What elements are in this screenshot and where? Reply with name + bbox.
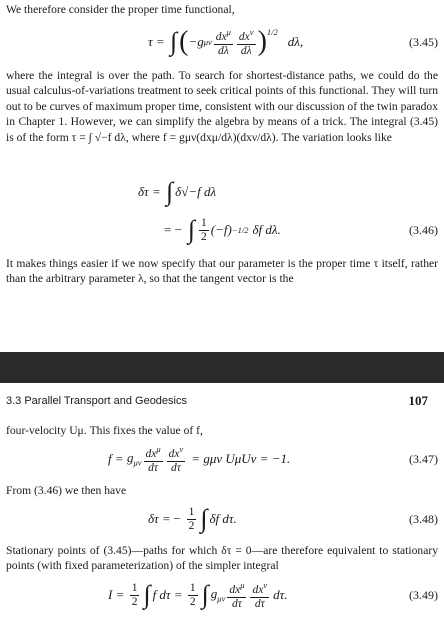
fraction-half: $\frac{1}{2}$ xyxy=(189,581,196,608)
page-gap xyxy=(0,352,444,383)
equation-number: (3.48) xyxy=(409,511,438,526)
metric-index: μν xyxy=(203,37,212,47)
fraction-dxmu xyxy=(214,26,233,58)
eq-mid: f dτ xyxy=(152,587,171,602)
fraction-dxmu: $\frac{dx^\mu}{d\tau}$ xyxy=(145,444,161,474)
eq-tail: dτ. xyxy=(273,587,288,602)
equation-3-48: δτ = − $\frac{1}{2}$ ∫ δf dτ. (3.48) xyxy=(0,499,444,539)
eq-body: (−f) xyxy=(210,222,232,237)
num: dx xyxy=(238,30,250,43)
fraction-dxnu xyxy=(237,26,256,58)
fraction-half: $\frac{1}{2}$ xyxy=(131,581,138,608)
equation-number: (3.47) xyxy=(409,451,438,466)
num: dx xyxy=(215,30,227,43)
eq-lhs: δτ xyxy=(138,184,149,199)
eq-tail: dλ, xyxy=(287,34,304,49)
fraction-half: $\frac{1}{2}$ xyxy=(188,505,195,532)
eq-lhs: I xyxy=(108,587,113,602)
equation-3-46-line-1: δτ = ∫ δ√−f dλ xyxy=(138,177,217,206)
fraction-dxnu: $\frac{dx^\nu}{d\tau}$ xyxy=(168,444,184,474)
den: dλ xyxy=(217,44,229,57)
sup: ν xyxy=(249,27,254,38)
fraction-dxnu: $\frac{dx^\nu}{d\tau}$ xyxy=(252,580,268,610)
equation-3-47: f = $g_{\mu\nu}$ $\frac{dx^\mu}{d\tau}$ $\frac{dx^\nu}{d\tau}$ = gμν UμUν = −1. (3.47) xyxy=(0,439,444,479)
fraction-dxmu: $\frac{dx^\mu}{d\tau}$ xyxy=(229,580,245,610)
intro-text: We therefore consider the proper time functional, xyxy=(6,3,235,16)
equation-number: (3.46) xyxy=(409,222,438,237)
sup: μ xyxy=(226,27,231,38)
eq-rhs: = gμν UμUν = −1. xyxy=(191,451,291,466)
equation-3-49: I = $\frac{1}{2}$ ∫ f dτ = $\frac{1}{2}$ ∫ $g_{\mu\nu}$ $\frac{dx^\mu}{d\tau}$ $\frac{dx^\nu}{d\tau}$ dτ. (3.49) xyxy=(0,575,444,615)
eq-tail: δf dτ. xyxy=(209,511,237,526)
den: dτ xyxy=(171,461,181,474)
eq-lhs: f xyxy=(108,451,112,466)
lower-page xyxy=(0,383,444,620)
eq-lhs: τ xyxy=(148,34,153,49)
metric-symbol: −g xyxy=(188,34,204,49)
equation-number: (3.45) xyxy=(409,34,438,49)
body-paragraph: From (3.46) we then have xyxy=(6,484,127,497)
body-paragraph: where the integral is over the path. To search for shortest-distance paths, we could do the usual calculus-of-variations treatment to seek critical points of this functional. They will turn out to be curves of maximum proper time, consistent with our discussion of the twin paradox in Chapter 1. However, we can simplify the algebra by means of a trick. The integral (3.45) is of the form τ = ∫ √−f dλ, where f = gμν(dxμ/dλ)(dxν/dλ). The variation looks like xyxy=(6,69,438,144)
running-head: 3.3 Parallel Transport and Geodesics xyxy=(6,395,187,407)
equation-3-45: τ = ∫ ( −g μν $\frac{dx^\mu}{d\lambda}$ $\frac{dx^\nu}{d\lambda}$ ) $^{1/2}$ dλ, (3.45) xyxy=(0,22,444,62)
fraction-half: $\frac{1}{2}$ xyxy=(201,216,207,243)
den: dτ xyxy=(148,461,159,474)
body-paragraph: four-velocity Uμ. This fixes the value of f, xyxy=(6,424,203,437)
eq-lhs: δτ xyxy=(148,511,159,526)
body-paragraph: Stationary points of (3.45)—paths for which δτ = 0—are therefore equivalent to stationary points (with fixed parameterization) of the simpler integral xyxy=(6,544,438,573)
body-paragraph: It makes things easier if we now specify that our parameter is the proper time τ itself, rather than the arbitrary parameter λ, so that the tangent vector is the xyxy=(6,257,438,286)
den: dλ xyxy=(240,44,252,57)
eq-body: δ√−f dλ xyxy=(175,184,217,199)
exponent: 1/2 xyxy=(266,27,278,37)
exponent: −1/2 xyxy=(231,225,249,235)
page-number: 107 xyxy=(408,393,428,408)
eq-tail: δf dλ. xyxy=(252,222,281,237)
equation-3-46-line-2: = − ∫ $\frac{1}{2}$ (−f) −1/2 δf dλ. (3.46) xyxy=(0,210,444,250)
equation-number: (3.49) xyxy=(409,587,438,602)
